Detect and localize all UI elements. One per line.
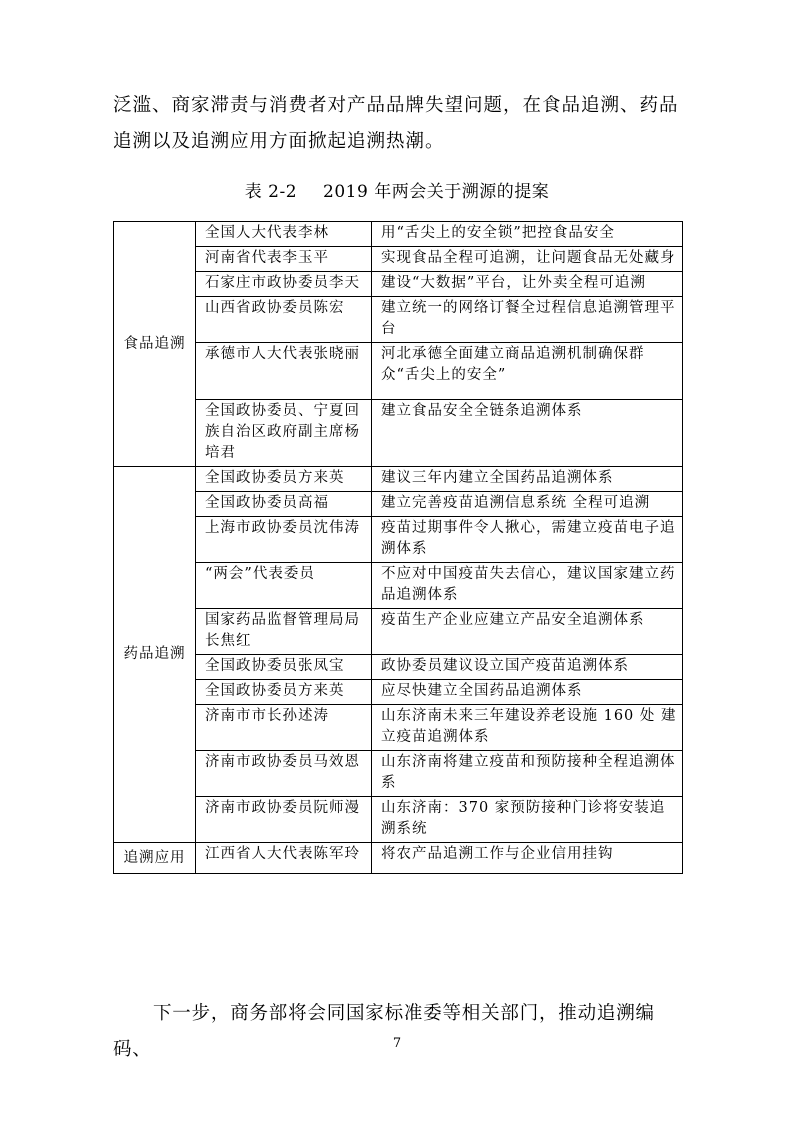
person-cell: 全国政协委员方来英 (196, 680, 372, 705)
person-cell: 全国政协委员高福 (196, 492, 372, 517)
person-cell: 上海市政协委员沈伟涛 (196, 517, 372, 563)
proposals-table (113, 221, 683, 874)
table-row (114, 843, 683, 874)
table-title: 2019 年两会关于溯源的提案 (323, 182, 550, 202)
table-row (114, 297, 683, 343)
proposal-cell: 应尽快建立全国药品追溯体系 (372, 680, 683, 705)
person-cell: 全国人大代表李林 (196, 222, 372, 247)
proposal-cell: 山东济南未来三年建设养老设施 160 处 建立疫苗追溯体系 (372, 705, 683, 751)
page-number: 7 (392, 1036, 402, 1051)
proposal-cell: 建立统一的网络订餐全过程信息追溯管理平台 (372, 297, 683, 343)
table-row (114, 680, 683, 705)
table-row (114, 609, 683, 655)
person-cell: 全国政协委员方来英 (196, 467, 372, 492)
table-number: 表 2-2 (244, 182, 298, 202)
proposal-cell: 建设“大数据”平台，让外卖全程可追溯 (372, 272, 683, 297)
table-row (114, 517, 683, 563)
closing-paragraph: 下一步，商务部将会同国家标准委等相关部门，推动追溯编码、 (113, 1003, 655, 1060)
table-row (114, 247, 683, 272)
table-row (114, 343, 683, 400)
person-cell: 济南市政协委员阮师漫 (196, 797, 372, 843)
person-cell: 山西省政协委员陈宏 (196, 297, 372, 343)
proposal-cell: 建议三年内建立全国药品追溯体系 (372, 467, 683, 492)
table-row (114, 222, 683, 247)
table-row (114, 705, 683, 751)
table-row (114, 492, 683, 517)
proposal-cell: 政协委员建议设立国产疫苗追溯体系 (372, 655, 683, 680)
person-cell: 全国政协委员、宁夏回族自治区政府副主席杨培君 (196, 400, 372, 467)
table-caption (0, 180, 794, 204)
table-row (114, 563, 683, 609)
proposal-cell: 建立食品安全全链条追溯体系 (372, 400, 683, 467)
proposal-cell: 疫苗生产企业应建立产品安全追溯体系 (372, 609, 683, 655)
person-cell: 济南市市长孙述涛 (196, 705, 372, 751)
proposal-cell: 山东济南将建立疫苗和预防接种全程追溯体系 (372, 751, 683, 797)
category-drug: 药品追溯 (114, 467, 196, 843)
person-cell: 河南省代表李玉平 (196, 247, 372, 272)
proposal-cell: 山东济南：370 家预防接种门诊将安装追溯系统 (372, 797, 683, 843)
proposal-cell: 建立完善疫苗追溯信息系统 全程可追溯 (372, 492, 683, 517)
table-row (114, 467, 683, 492)
proposal-cell: 疫苗过期事件令人揪心，需建立疫苗电子追溯体系 (372, 517, 683, 563)
table-row (114, 797, 683, 843)
person-cell: 石家庄市政协委员李天 (196, 272, 372, 297)
proposal-cell: 将农产品追溯工作与企业信用挂钩 (372, 843, 683, 874)
person-cell: 承德市人大代表张晓丽 (196, 343, 372, 400)
category-application: 追溯应用 (114, 843, 196, 874)
person-cell: 江西省人大代表陈军玲 (196, 843, 372, 874)
person-cell: “两会”代表委员 (196, 563, 372, 609)
table-row (114, 400, 683, 467)
proposal-cell: 用“舌尖上的安全锁”把控食品安全 (372, 222, 683, 247)
table-row (114, 751, 683, 797)
intro-paragraph: 泛滥、商家滞责与消费者对产品品牌失望问题，在食品追溯、药品追溯以及追溯应用方面掀起追溯热潮。 (113, 95, 679, 152)
table-row (114, 655, 683, 680)
proposal-cell: 实现食品全程可追溯，让问题食品无处藏身 (372, 247, 683, 272)
proposal-cell: 不应对中国疫苗失去信心，建议国家建立药品追溯体系 (372, 563, 683, 609)
table-row (114, 272, 683, 297)
proposal-cell: 河北承德全面建立商品追溯机制确保群众“舌尖上的安全” (372, 343, 683, 400)
person-cell: 全国政协委员张凤宝 (196, 655, 372, 680)
person-cell: 国家药品监督管理局局长焦红 (196, 609, 372, 655)
category-food: 食品追溯 (114, 222, 196, 467)
person-cell: 济南市政协委员马效恩 (196, 751, 372, 797)
